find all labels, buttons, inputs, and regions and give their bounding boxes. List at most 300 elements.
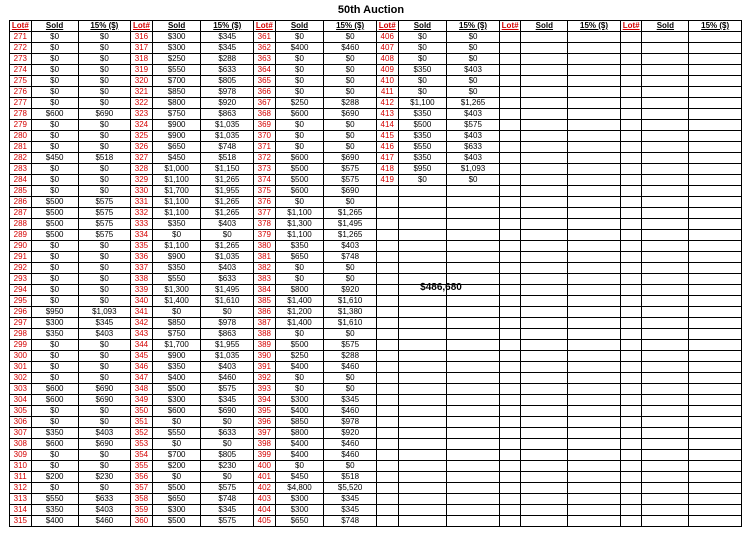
pct-cell — [689, 351, 742, 362]
pct-cell — [568, 98, 621, 109]
pct-cell — [568, 109, 621, 120]
sold-cell: $600 — [152, 406, 201, 417]
table-row — [10, 472, 742, 483]
pct-cell: $1,265 — [201, 197, 254, 208]
pct-cell: $575 — [78, 197, 131, 208]
pct-cell: $345 — [78, 318, 131, 329]
pct-cell — [568, 384, 621, 395]
lot-number-cell: 331 — [131, 197, 153, 208]
lot-number-cell — [620, 373, 642, 384]
sold-cell: $250 — [152, 54, 201, 65]
pct-cell — [689, 142, 742, 153]
pct-cell: $805 — [201, 76, 254, 87]
lot-number-cell — [620, 318, 642, 329]
lot-number-cell — [620, 296, 642, 307]
lot-number-cell — [499, 87, 521, 98]
sold-cell — [642, 406, 689, 417]
sold-cell — [398, 351, 447, 362]
lot-number-cell: 405 — [254, 516, 276, 527]
pct-cell: $0 — [201, 472, 254, 483]
pct-cell: $288 — [324, 351, 377, 362]
pct-cell: $633 — [201, 65, 254, 76]
lot-number-cell: 279 — [10, 120, 32, 131]
lot-number-cell — [376, 417, 398, 428]
sold-cell — [398, 461, 447, 472]
lot-number-cell: 390 — [254, 351, 276, 362]
pct-cell: $0 — [324, 131, 377, 142]
sold-cell — [642, 164, 689, 175]
lot-number-cell — [376, 318, 398, 329]
lot-number-cell: 345 — [131, 351, 153, 362]
pct-cell — [689, 274, 742, 285]
sold-cell — [642, 252, 689, 263]
pct-cell — [689, 54, 742, 65]
sold-cell — [642, 461, 689, 472]
pct-cell: $345 — [324, 395, 377, 406]
sold-cell: $1,100 — [398, 98, 447, 109]
lot-number-cell — [620, 505, 642, 516]
lot-number-cell — [620, 65, 642, 76]
pct-cell — [689, 362, 742, 373]
lot-number-cell — [499, 219, 521, 230]
sold-cell: $500 — [31, 219, 78, 230]
lot-number-cell — [499, 494, 521, 505]
lot-number-cell — [376, 296, 398, 307]
table-row — [10, 340, 742, 351]
lot-number-cell: 375 — [254, 186, 276, 197]
pct-cell — [447, 351, 500, 362]
pct-cell: $748 — [324, 516, 377, 527]
sold-cell — [521, 340, 568, 351]
lot-number-cell: 301 — [10, 362, 32, 373]
sold-cell: $500 — [31, 208, 78, 219]
pct-cell: $0 — [447, 87, 500, 98]
pct-cell: $0 — [78, 450, 131, 461]
sold-cell — [521, 175, 568, 186]
lot-number-cell: 410 — [376, 76, 398, 87]
lot-number-cell — [376, 494, 398, 505]
pct-cell: $288 — [201, 54, 254, 65]
pct-cell: $0 — [78, 164, 131, 175]
pct-cell — [689, 153, 742, 164]
lot-number-cell: 338 — [131, 274, 153, 285]
lot-number-cell — [499, 120, 521, 131]
lot-number-cell: 350 — [131, 406, 153, 417]
lot-number-cell: 278 — [10, 109, 32, 120]
pct-cell: $0 — [201, 417, 254, 428]
sold-header: Sold — [275, 21, 324, 32]
sold-cell — [642, 219, 689, 230]
lot-number-cell: 403 — [254, 494, 276, 505]
lot-number-cell: 280 — [10, 131, 32, 142]
table-row — [10, 120, 742, 131]
auction-total: $486,680 — [420, 282, 462, 293]
sold-cell — [521, 65, 568, 76]
sold-cell: $0 — [398, 76, 447, 87]
pct-cell: $230 — [201, 461, 254, 472]
sold-cell: $0 — [152, 230, 201, 241]
sold-cell: $850 — [152, 318, 201, 329]
lot-number-cell: 388 — [254, 329, 276, 340]
sold-cell: $0 — [398, 175, 447, 186]
sold-cell — [521, 505, 568, 516]
pct-cell — [568, 54, 621, 65]
sold-cell: $700 — [152, 76, 201, 87]
lot-number-cell: 387 — [254, 318, 276, 329]
pct-cell: $1,265 — [201, 241, 254, 252]
pct-cell — [568, 153, 621, 164]
lot-number-cell: 351 — [131, 417, 153, 428]
lot-number-cell — [499, 329, 521, 340]
pct-cell — [568, 208, 621, 219]
sold-cell: $0 — [275, 142, 324, 153]
pct-cell: $575 — [324, 175, 377, 186]
pct-cell: $0 — [78, 120, 131, 131]
pct-cell — [568, 87, 621, 98]
lot-header: Lot# — [376, 21, 398, 32]
pct-cell: $690 — [324, 153, 377, 164]
pct-cell: $863 — [201, 109, 254, 120]
lot-number-cell — [499, 153, 521, 164]
pct-cell — [689, 43, 742, 54]
sold-cell — [521, 472, 568, 483]
pct-cell: $748 — [201, 494, 254, 505]
lot-number-cell — [620, 461, 642, 472]
lot-number-cell — [620, 43, 642, 54]
pct-cell — [689, 219, 742, 230]
pct-cell: $1,093 — [447, 164, 500, 175]
lot-number-cell: 368 — [254, 109, 276, 120]
pct-cell: $288 — [324, 98, 377, 109]
pct-cell — [568, 472, 621, 483]
lot-number-cell: 412 — [376, 98, 398, 109]
sold-cell — [398, 472, 447, 483]
pct-cell — [447, 483, 500, 494]
pct-cell — [689, 318, 742, 329]
lot-number-cell — [499, 230, 521, 241]
pct-cell — [447, 472, 500, 483]
lot-number-cell: 308 — [10, 439, 32, 450]
sold-cell — [521, 186, 568, 197]
lot-number-cell — [376, 450, 398, 461]
lot-number-cell — [499, 208, 521, 219]
lot-number-cell — [499, 65, 521, 76]
lot-number-cell: 275 — [10, 76, 32, 87]
pct-cell: $0 — [447, 54, 500, 65]
pct-cell — [689, 329, 742, 340]
sold-cell: $350 — [398, 65, 447, 76]
sold-cell: $700 — [152, 450, 201, 461]
lot-number-cell: 299 — [10, 340, 32, 351]
sold-cell: $0 — [31, 120, 78, 131]
lot-number-cell — [499, 406, 521, 417]
sold-cell: $300 — [152, 505, 201, 516]
sold-cell — [521, 230, 568, 241]
pct-cell: $1,093 — [78, 307, 131, 318]
pct-cell: $403 — [201, 263, 254, 274]
lot-number-cell: 323 — [131, 109, 153, 120]
sold-cell: $500 — [152, 384, 201, 395]
sold-cell — [521, 263, 568, 274]
lot-number-cell — [499, 164, 521, 175]
lot-number-cell — [376, 208, 398, 219]
lot-number-cell: 369 — [254, 120, 276, 131]
sheet-title: 50th Auction — [337, 4, 405, 16]
lot-number-cell: 276 — [10, 87, 32, 98]
sold-cell — [521, 516, 568, 527]
pct-header: 15% ($) — [324, 21, 377, 32]
sold-cell — [642, 494, 689, 505]
lot-number-cell: 373 — [254, 164, 276, 175]
lot-number-cell: 342 — [131, 318, 153, 329]
sold-cell: $500 — [152, 483, 201, 494]
lot-number-cell: 339 — [131, 285, 153, 296]
pct-cell: $1,265 — [447, 98, 500, 109]
pct-cell: $575 — [324, 340, 377, 351]
sold-cell: $0 — [31, 263, 78, 274]
sold-cell: $1,400 — [275, 318, 324, 329]
lot-number-cell — [376, 263, 398, 274]
pct-cell — [568, 131, 621, 142]
sold-cell — [642, 450, 689, 461]
pct-cell — [568, 197, 621, 208]
sold-cell: $350 — [152, 219, 201, 230]
sold-cell — [642, 296, 689, 307]
table-row — [10, 406, 742, 417]
pct-cell: $690 — [78, 109, 131, 120]
lot-number-cell: 311 — [10, 472, 32, 483]
pct-cell — [689, 450, 742, 461]
pct-cell: $518 — [78, 153, 131, 164]
lot-number-cell — [376, 351, 398, 362]
table-row — [10, 87, 742, 98]
lot-number-cell: 385 — [254, 296, 276, 307]
sold-cell: $0 — [31, 461, 78, 472]
sold-cell — [521, 54, 568, 65]
pct-cell: $0 — [78, 296, 131, 307]
pct-cell — [447, 296, 500, 307]
sold-cell: $0 — [31, 65, 78, 76]
pct-cell — [689, 65, 742, 76]
pct-cell — [447, 406, 500, 417]
lot-number-cell — [620, 186, 642, 197]
pct-cell — [568, 230, 621, 241]
pct-cell — [447, 340, 500, 351]
sold-cell: $400 — [275, 406, 324, 417]
pct-cell: $0 — [78, 241, 131, 252]
lot-number-cell: 349 — [131, 395, 153, 406]
lot-number-cell — [499, 142, 521, 153]
lot-number-cell — [376, 197, 398, 208]
lot-number-cell — [620, 76, 642, 87]
pct-cell: $0 — [78, 274, 131, 285]
table-row — [10, 131, 742, 142]
lot-number-cell: 282 — [10, 153, 32, 164]
pct-cell: $0 — [324, 197, 377, 208]
lot-number-cell: 395 — [254, 406, 276, 417]
pct-cell: $1,380 — [324, 307, 377, 318]
lot-number-cell: 303 — [10, 384, 32, 395]
lot-number-cell — [376, 340, 398, 351]
pct-cell: $0 — [78, 461, 131, 472]
lot-number-cell: 335 — [131, 241, 153, 252]
sold-cell — [521, 76, 568, 87]
lot-number-cell: 295 — [10, 296, 32, 307]
lot-number-cell — [376, 186, 398, 197]
pct-cell: $1,265 — [324, 230, 377, 241]
pct-cell: $575 — [78, 230, 131, 241]
pct-cell: $920 — [324, 428, 377, 439]
sold-cell: $400 — [275, 450, 324, 461]
sold-cell: $0 — [275, 384, 324, 395]
pct-cell: $460 — [201, 373, 254, 384]
pct-cell: $748 — [201, 142, 254, 153]
lot-number-cell: 416 — [376, 142, 398, 153]
table-row — [10, 153, 742, 164]
sold-cell: $0 — [31, 76, 78, 87]
sold-cell: $0 — [31, 417, 78, 428]
sold-cell — [398, 318, 447, 329]
sold-cell — [642, 417, 689, 428]
pct-cell: $690 — [201, 406, 254, 417]
lot-number-cell: 329 — [131, 175, 153, 186]
pct-cell — [447, 516, 500, 527]
lot-number-cell — [620, 219, 642, 230]
sold-cell — [642, 175, 689, 186]
sold-cell: $500 — [31, 230, 78, 241]
sold-cell — [398, 428, 447, 439]
sold-cell: $0 — [31, 285, 78, 296]
sold-header: Sold — [398, 21, 447, 32]
pct-cell — [568, 296, 621, 307]
sold-cell — [642, 395, 689, 406]
sold-cell: $0 — [31, 406, 78, 417]
sold-cell — [642, 285, 689, 296]
pct-cell: $0 — [78, 32, 131, 43]
pct-cell — [568, 65, 621, 76]
sold-cell: $0 — [31, 483, 78, 494]
lot-number-cell — [620, 98, 642, 109]
sold-cell — [521, 439, 568, 450]
sold-cell — [398, 340, 447, 351]
sold-cell: $1,100 — [275, 230, 324, 241]
sold-cell — [642, 439, 689, 450]
pct-cell — [689, 230, 742, 241]
pct-cell: $345 — [324, 505, 377, 516]
sold-cell: $500 — [275, 340, 324, 351]
lot-number-cell — [499, 307, 521, 318]
pct-cell: $0 — [324, 87, 377, 98]
pct-cell — [689, 175, 742, 186]
lot-number-cell: 389 — [254, 340, 276, 351]
pct-cell: $0 — [324, 329, 377, 340]
lot-number-cell — [499, 263, 521, 274]
sold-cell — [642, 472, 689, 483]
sold-cell: $550 — [152, 428, 201, 439]
pct-cell: $1,610 — [201, 296, 254, 307]
lot-number-cell — [376, 461, 398, 472]
lot-number-cell: 316 — [131, 32, 153, 43]
lot-number-cell — [620, 340, 642, 351]
sold-cell: $950 — [31, 307, 78, 318]
pct-cell: $0 — [78, 351, 131, 362]
pct-cell: $345 — [324, 494, 377, 505]
lot-number-cell: 397 — [254, 428, 276, 439]
lot-number-cell: 294 — [10, 285, 32, 296]
pct-cell: $0 — [201, 230, 254, 241]
lot-number-cell — [620, 164, 642, 175]
sold-cell: $600 — [275, 186, 324, 197]
sold-cell — [398, 307, 447, 318]
lot-number-cell — [499, 76, 521, 87]
lot-number-cell: 290 — [10, 241, 32, 252]
sold-cell — [521, 373, 568, 384]
lot-number-cell: 378 — [254, 219, 276, 230]
lot-number-cell: 383 — [254, 274, 276, 285]
table-row — [10, 395, 742, 406]
sold-cell: $550 — [398, 142, 447, 153]
sold-cell — [521, 197, 568, 208]
sold-cell — [521, 131, 568, 142]
lot-number-cell — [376, 439, 398, 450]
sold-cell — [521, 406, 568, 417]
sold-cell: $400 — [275, 362, 324, 373]
sold-cell: $350 — [152, 263, 201, 274]
pct-cell: $0 — [324, 373, 377, 384]
sold-cell — [642, 54, 689, 65]
pct-cell — [447, 318, 500, 329]
sold-cell: $900 — [152, 351, 201, 362]
lot-number-cell — [376, 362, 398, 373]
lot-header: Lot# — [620, 21, 642, 32]
sold-cell: $200 — [152, 461, 201, 472]
pct-cell: $345 — [201, 395, 254, 406]
sold-cell: $300 — [275, 395, 324, 406]
lot-number-cell: 297 — [10, 318, 32, 329]
lot-number-cell: 406 — [376, 32, 398, 43]
sold-cell: $350 — [275, 241, 324, 252]
lot-number-cell — [499, 175, 521, 186]
lot-header: Lot# — [10, 21, 32, 32]
table-row — [10, 362, 742, 373]
pct-cell — [568, 373, 621, 384]
sold-cell: $0 — [31, 54, 78, 65]
pct-cell — [689, 307, 742, 318]
lot-number-cell — [620, 230, 642, 241]
pct-cell: $633 — [201, 274, 254, 285]
pct-cell — [689, 120, 742, 131]
sold-cell: $1,000 — [152, 164, 201, 175]
lot-number-cell — [376, 241, 398, 252]
pct-cell: $690 — [78, 439, 131, 450]
sold-cell: $350 — [398, 109, 447, 120]
pct-cell — [689, 428, 742, 439]
pct-cell: $920 — [324, 285, 377, 296]
pct-cell: $1,955 — [201, 340, 254, 351]
pct-cell: $0 — [78, 87, 131, 98]
sold-cell: $500 — [31, 197, 78, 208]
pct-cell — [447, 307, 500, 318]
lot-number-cell — [620, 252, 642, 263]
pct-cell — [568, 241, 621, 252]
sold-cell — [642, 241, 689, 252]
pct-cell — [568, 439, 621, 450]
table-row — [10, 285, 742, 296]
sold-cell: $0 — [31, 87, 78, 98]
pct-cell — [689, 461, 742, 472]
table-row — [10, 439, 742, 450]
lot-number-cell: 306 — [10, 417, 32, 428]
